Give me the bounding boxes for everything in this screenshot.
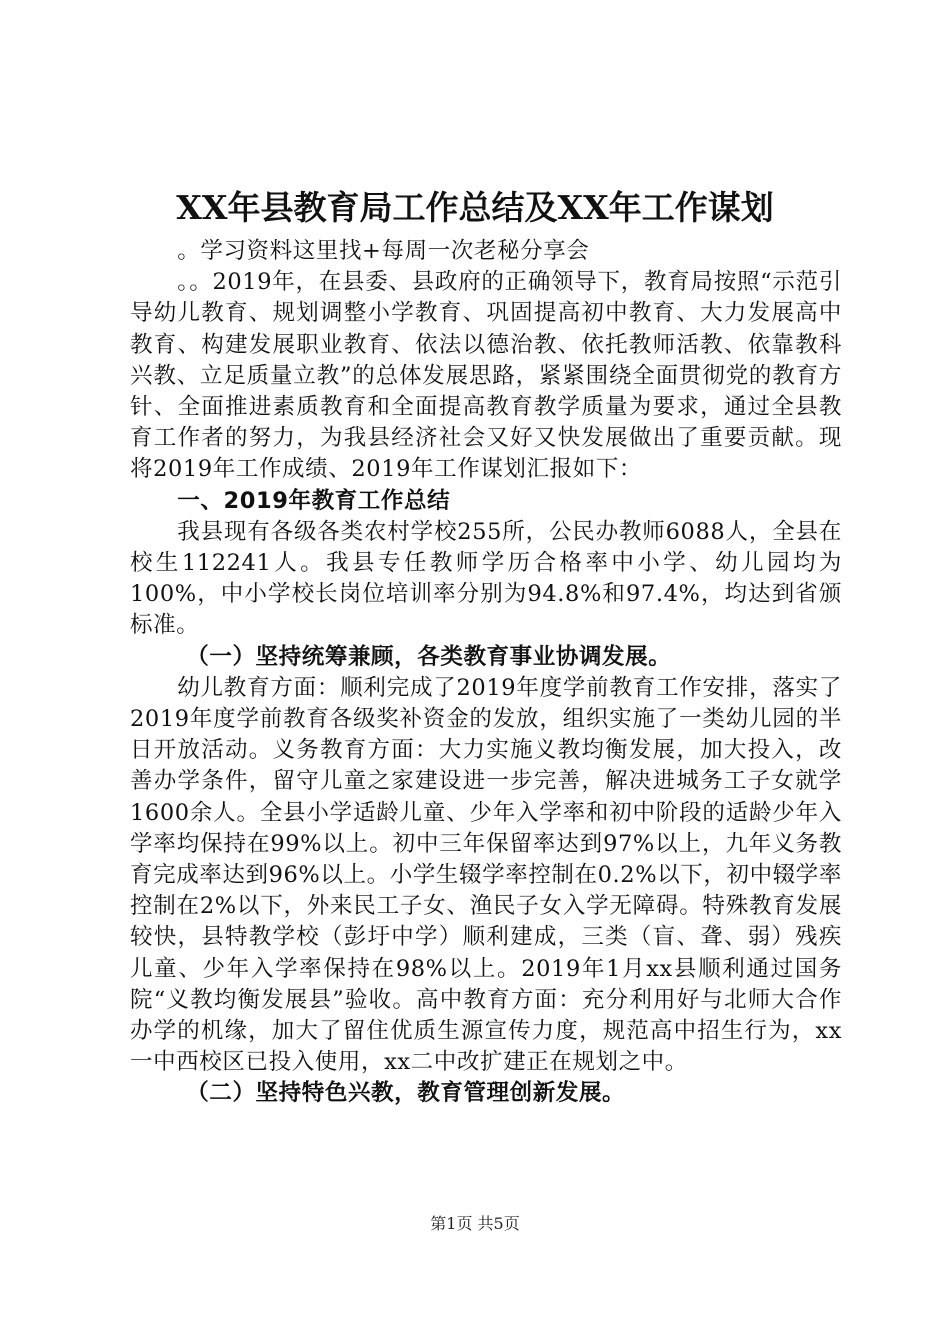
section-heading: 一、2019年教育工作总结 <box>177 487 451 514</box>
subsection-heading: （二）坚持特色兴教，教育管理创新发展。 <box>186 1080 626 1107</box>
intro-paragraph: 。。2019年，在县委、县政府的正确领导下，教育局按照“示范引导幼儿教育、规划调整小学教育、巩固提高初中教育、大力发展高中教育、构建发展职业教育、依法以德治教、依托教师活教、依靠教科兴教、立足质量立教”的总体发展思路，紧紧围绕全面贯彻党的教育方针、全面推进素质教育和全面提高教育教学质量为要求，通过全县教育工作者的努力，为我县经济社会又好又快发展做出了重要贡献。现将2019年工作成绩、2019年工作谋划汇报如下： <box>130 269 842 483</box>
subsection-heading: （一）坚持统筹兼顾，各类教育事业协调发展。 <box>186 643 672 670</box>
document-body <box>130 236 842 1110</box>
body-paragraph: 幼儿教育方面：顺利完成了2019年度学前教育工作安排，落实了2019年度学前教育各级奖补资金的发放，组织实施了一类幼儿园的半日开放活动。义务教育方面：大力实施义教均衡发展，加大投入，改善办学条件，留守儿童之家建设进一步完善，解决进城务工子女就学1600余人。全县小学适龄儿童、少年入学率和初中阶段的适龄少年入学率均保持在99%以上。初中三年保留率达到97%以上，九年义务教育完成率达到96%以上。小学生辍学率控制在0.2%以下，初中辍学率控制在2%以下，外来民工子女、渔民子女入学无障碍。特殊教育发展较快，县特教学校（彭圩中学）顺利建成，三类（盲、聋、弱）残疾儿童、少年入学率保持在98%以上。2019年1月xx县顺利通过国务院“义教均衡发展县”验收。高中教育方面：充分利用好与北师大合作办学的机缘，加大了留住优质生源宣传力度，规范高中招生行为，xx一中西校区已投入使用，xx二中改扩建正在规划之中。 <box>130 674 842 1076</box>
page-footer: 第1页 共5页 <box>430 1214 520 1233</box>
document-title: XX年县教育局工作总结及XX年工作谋划 <box>176 188 774 227</box>
body-paragraph: 我县现有各级各类农村学校255所，公民办教师6088人，全县在校生112241人。我县专任教师学历合格率中小学、幼儿园均为100%，中小学校长岗位培训率分别为94.8%和97.4%，均达到省颁标准。 <box>130 518 842 639</box>
intro-note: 。学习资料这里找+每周一次老秘分享会 <box>177 238 590 264</box>
